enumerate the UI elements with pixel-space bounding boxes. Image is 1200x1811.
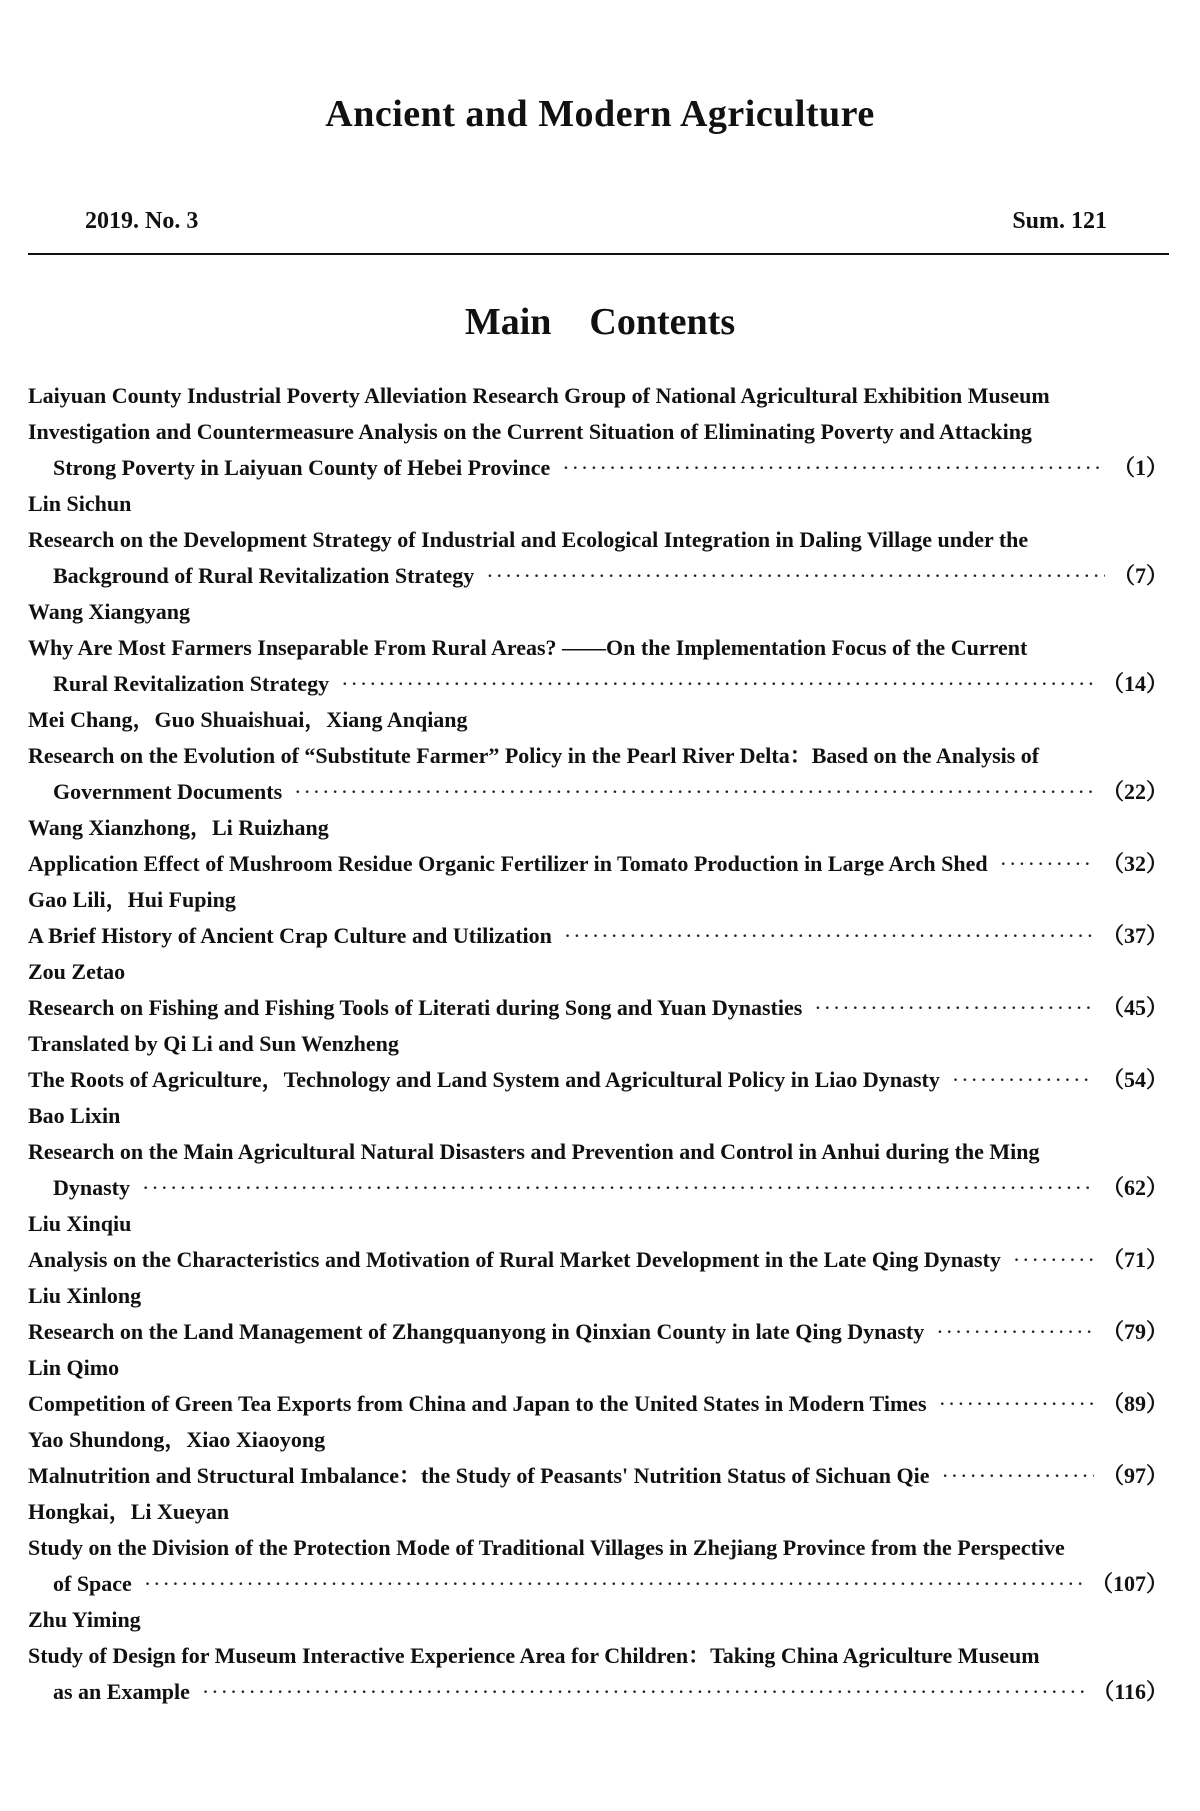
entry-title: Analysis on the Characteristics and Motivation of Rural Market Development in the Late Qing Dynasty bbox=[28, 1247, 1001, 1272]
toc-entry bbox=[28, 1494, 1168, 1602]
entry-title: Study of Design for Museum Interactive Experience Area for Children：Taking China Agriculture Museum bbox=[28, 1643, 1040, 1668]
dot-leader bbox=[341, 666, 1094, 702]
entry-page-number: （107） bbox=[1090, 1571, 1168, 1596]
cumulative-number: Sum. 121 bbox=[1012, 208, 1107, 234]
entry-title: Why Are Most Farmers Inseparable From Rural Areas? ——On the Implementation Focus of the Current bbox=[28, 635, 1028, 660]
entry-title-last-line bbox=[28, 450, 1168, 486]
journal-title: Ancient and Modern Agriculture bbox=[325, 93, 875, 135]
entry-author: Lin Qimo bbox=[28, 1355, 120, 1380]
entry-author: Bao Lixin bbox=[28, 1103, 121, 1128]
entry-page-number: （7） bbox=[1112, 563, 1168, 588]
toc-entry bbox=[28, 486, 1168, 594]
entry-page-number: （14） bbox=[1101, 671, 1168, 696]
toc-entry bbox=[28, 1602, 1168, 1710]
entry-page-number: （89） bbox=[1101, 1391, 1168, 1416]
entry-title: Competition of Green Tea Exports from China and Japan to the United States in Modern Times bbox=[28, 1391, 927, 1416]
entry-page-number: （37） bbox=[1101, 923, 1168, 948]
entry-title: Malnutrition and Structural Imbalance：the Study of Peasants' Nutrition Status of Sichuan Qie bbox=[28, 1463, 930, 1488]
dot-leader bbox=[562, 450, 1105, 486]
entry-page-number: （45） bbox=[1101, 995, 1168, 1020]
entry-title-line bbox=[28, 414, 1168, 450]
entry-page-number: （1） bbox=[1112, 455, 1168, 480]
entry-title-line bbox=[28, 738, 1168, 774]
entry-title: Rural Revitalization Strategy bbox=[53, 671, 330, 696]
issue-bar bbox=[85, 208, 1107, 244]
entry-page-number: （116） bbox=[1092, 1679, 1168, 1704]
entry-title: A Brief History of Ancient Crap Culture and Utilization bbox=[28, 923, 552, 948]
header-rule bbox=[28, 253, 1169, 255]
entry-author: Liu Xinqiu bbox=[28, 1211, 132, 1236]
toc-entry bbox=[28, 954, 1168, 1026]
entry-title: Research on the Land Management of Zhangquanyong in Qinxian County in late Qing Dynasty bbox=[28, 1319, 925, 1344]
table-of-contents bbox=[28, 378, 1168, 1710]
entry-title-last-line bbox=[28, 846, 1168, 882]
entry-page-number: （97） bbox=[1101, 1463, 1168, 1488]
toc-entry bbox=[28, 1350, 1168, 1422]
entry-title-last-line bbox=[28, 774, 1168, 810]
entry-title: Study on the Division of the Protection Mode of Traditional Villages in Zhejiang Province from the Perspective bbox=[28, 1535, 1065, 1560]
entry-author: Laiyuan County Industrial Poverty Alleviation Research Group of National Agricultural Exhibition Museum bbox=[28, 383, 1050, 408]
entry-author: Zou Zetao bbox=[28, 959, 126, 984]
entry-page-number: （22） bbox=[1101, 779, 1168, 804]
entry-title: Research on Fishing and Fishing Tools of Literati during Song and Yuan Dynasties bbox=[28, 995, 803, 1020]
entry-author: Mei Chang，Guo Shuaishuai，Xiang Anqiang bbox=[28, 707, 468, 732]
entry-title-last-line bbox=[28, 1386, 1168, 1422]
entry-title-last-line bbox=[28, 1674, 1168, 1710]
dot-leader bbox=[564, 918, 1094, 954]
entry-title-last-line bbox=[28, 1314, 1168, 1350]
entry-title: Application Effect of Mushroom Residue Organic Fertilizer in Tomato Production in Large Arch Shed bbox=[28, 851, 988, 876]
entry-title-last-line bbox=[28, 1458, 1168, 1494]
entry-page-number: （32） bbox=[1101, 851, 1168, 876]
toc-entry bbox=[28, 1026, 1168, 1098]
entry-author: Gao Lili，Hui Fuping bbox=[28, 887, 236, 912]
entry-page-number: （71） bbox=[1101, 1247, 1168, 1272]
dot-leader bbox=[814, 990, 1094, 1026]
dot-leader bbox=[1000, 846, 1094, 882]
dot-leader bbox=[1013, 1242, 1094, 1278]
toc-entry bbox=[28, 810, 1168, 882]
entry-author: Translated by Qi Li and Sun Wenzheng bbox=[28, 1031, 399, 1056]
entry-author: Liu Xinlong bbox=[28, 1283, 142, 1308]
entry-author: Lin Sichun bbox=[28, 491, 132, 516]
dot-leader bbox=[142, 1170, 1094, 1206]
dot-leader bbox=[202, 1674, 1084, 1710]
entry-title: as an Example bbox=[53, 1679, 190, 1704]
dot-leader bbox=[936, 1314, 1094, 1350]
entry-title-last-line bbox=[28, 558, 1168, 594]
dot-leader bbox=[939, 1386, 1094, 1422]
entry-page-number: （79） bbox=[1101, 1319, 1168, 1344]
entry-title: Government Documents bbox=[53, 779, 283, 804]
entry-title: Strong Poverty in Laiyuan County of Hebei Province bbox=[53, 455, 551, 480]
entry-title: Research on the Main Agricultural Natural Disasters and Prevention and Control in Anhui during the Ming bbox=[28, 1139, 1040, 1164]
entry-author: Hongkai，Li Xueyan bbox=[28, 1499, 230, 1524]
contents-heading: Main Contents bbox=[464, 301, 736, 343]
entry-title-last-line bbox=[28, 1242, 1168, 1278]
entry-title-last-line bbox=[28, 1566, 1168, 1602]
toc-entry bbox=[28, 702, 1168, 810]
entry-title: Research on the Evolution of “Substitute Farmer” Policy in the Pearl River Delta：Based on the Analysis of bbox=[28, 743, 1040, 768]
entry-page-number: （54） bbox=[1101, 1067, 1168, 1092]
entry-title: Dynasty bbox=[53, 1175, 131, 1200]
entry-page-number: （62） bbox=[1101, 1175, 1168, 1200]
dot-leader bbox=[941, 1458, 1094, 1494]
entry-title-line bbox=[28, 522, 1168, 558]
toc-entry bbox=[28, 1206, 1168, 1278]
entry-author: Wang Xianzhong，Li Ruizhang bbox=[28, 815, 329, 840]
entry-title-line bbox=[28, 1530, 1168, 1566]
entry-title-last-line bbox=[28, 1062, 1168, 1098]
entry-title-last-line bbox=[28, 990, 1168, 1026]
entry-author: Zhu Yiming bbox=[28, 1607, 141, 1632]
entry-title-line bbox=[28, 1134, 1168, 1170]
entry-title-last-line bbox=[28, 918, 1168, 954]
entry-title: Investigation and Countermeasure Analysis on the Current Situation of Eliminating Poverty and Attacking bbox=[28, 419, 1032, 444]
entry-title: The Roots of Agriculture，Technology and Land System and Agricultural Policy in Liao Dynasty bbox=[28, 1067, 940, 1092]
entry-author: Wang Xiangyang bbox=[28, 599, 190, 624]
toc-entry bbox=[28, 1422, 1168, 1494]
entry-title-last-line bbox=[28, 666, 1168, 702]
toc-entry bbox=[28, 378, 1168, 486]
entry-title-line bbox=[28, 1638, 1168, 1674]
entry-title-line bbox=[28, 630, 1168, 666]
issue-number: 2019. No. 3 bbox=[85, 208, 199, 234]
toc-entry bbox=[28, 594, 1168, 702]
dot-leader bbox=[144, 1566, 1083, 1602]
toc-entry bbox=[28, 1278, 1168, 1350]
entry-title-last-line bbox=[28, 1170, 1168, 1206]
entry-author: Yao Shundong，Xiao Xiaoyong bbox=[28, 1427, 326, 1452]
toc-entry bbox=[28, 882, 1168, 954]
entry-title: Research on the Development Strategy of Industrial and Ecological Integration in Daling Village under the bbox=[28, 527, 1029, 552]
dot-leader bbox=[952, 1062, 1094, 1098]
dot-leader bbox=[486, 558, 1105, 594]
entry-title: of Space bbox=[53, 1571, 132, 1596]
dot-leader bbox=[294, 774, 1094, 810]
entry-title: Background of Rural Revitalization Strategy bbox=[53, 563, 475, 588]
toc-entry bbox=[28, 1098, 1168, 1206]
